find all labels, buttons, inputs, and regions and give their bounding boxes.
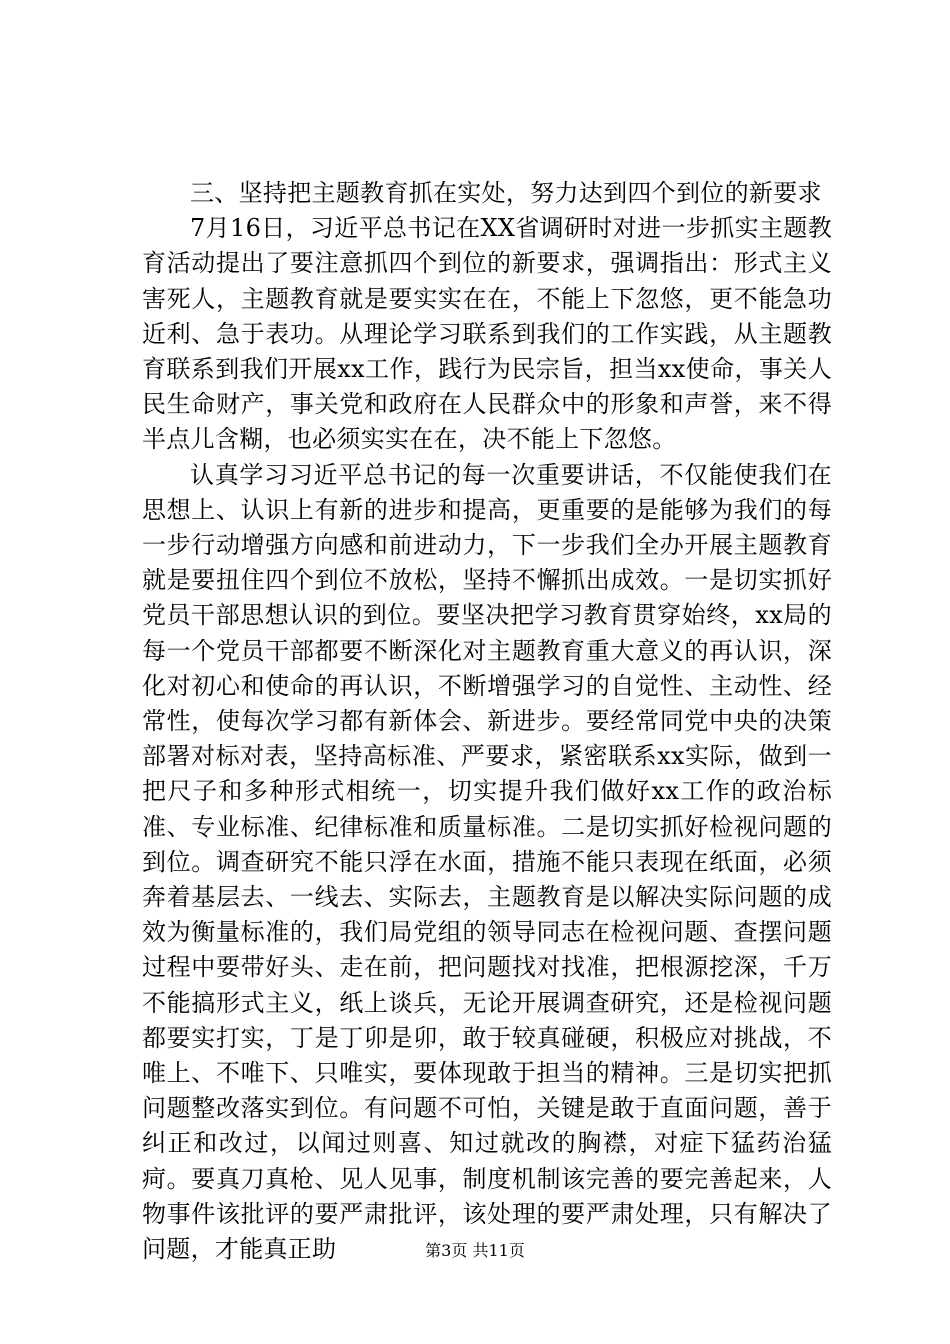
body-paragraph: 认真学习习近平总书记的每一次重要讲话，不仅能使我们在思想上、认识上有新的进步和提高，更重要的是能够为我们的每一步行动增强方向感和前进动力，下一步我们全办开展主题教育就是要扭住四个到位不放松，坚持不懈抓出成效。一是切实抓好党员干部思想认识的到位。要坚决把学习教育贯穿始终，xx局的每一个党员干部都要不断深化对主题教育重大意义的再认识，深化对初心和使命的再认识，不断增强学习的自觉性、主动性、经常性，使每次学习都有新体会、新进步。要经常同党中央的决策部署对标对表，坚持高标准、严要求，紧密联系xx实际，做到一把尺子和多种形式相统一，切实提升我们做好xx工作的政治标准、专业标准、纪律标准和质量标准。二是切实抓好检视问题的到位。调查研究不能只浮在水面，措施不能只表现在纸面，必须奔着基层去、一线去、实际去，主题教育是以解决实际问题的成效为衡量标准的，我们局党组的领导同志在检视问题、查摆问题过程中要带好头、走在前，把问题找对找准，把根源挖深，千万不能搞形式主义，纸上谈兵，无论开展调查研究，还是检视问题都要实打实，丁是丁卯是卯，敢于较真碰硬，积极应对挑战，不唯上、不唯下、只唯实，要体现敢于担当的精神。三是切实把抓问题整改落实到位。有问题不可怕，关键是敢于直面问题，善于纠正和改过，以闻过则喜、知过就改的胸襟，对症下猛药治猛疴。要真刀真枪、见人见事，制度机制该完善的要完善起来，人物事件该批评的要严肃批评，该处理的要严肃处理，只有解决了问题，才能真正助 <box>142 460 832 1264</box>
page-total: 共11页 <box>472 1241 525 1260</box>
section-heading-paragraph: 三、坚持把主题教育抓在实处，努力达到四个到位的新要求 <box>190 179 822 207</box>
page-footer <box>0 1241 950 1261</box>
body-paragraph: 7月16日，习近平总书记在XX省调研时对进一步抓实主题教育活动提出了要注意抓四个到位的新要求，强调指出：形式主义害死人，主题教育就是要实实在在，不能上下忽悠，更不能急功近利、急于表功。从理论学习联系到我们的工作实践，从主题教育联系到我们开展xx工作，践行为民宗旨，担当xx使命，事关人民生命财产，事关党和政府在人民群众中的形象和声誉，来不得半点儿含糊，也必须实实在在，决不能上下忽悠。 <box>142 214 832 454</box>
page-number: 第3页 <box>425 1241 468 1260</box>
document-body <box>142 176 832 1267</box>
